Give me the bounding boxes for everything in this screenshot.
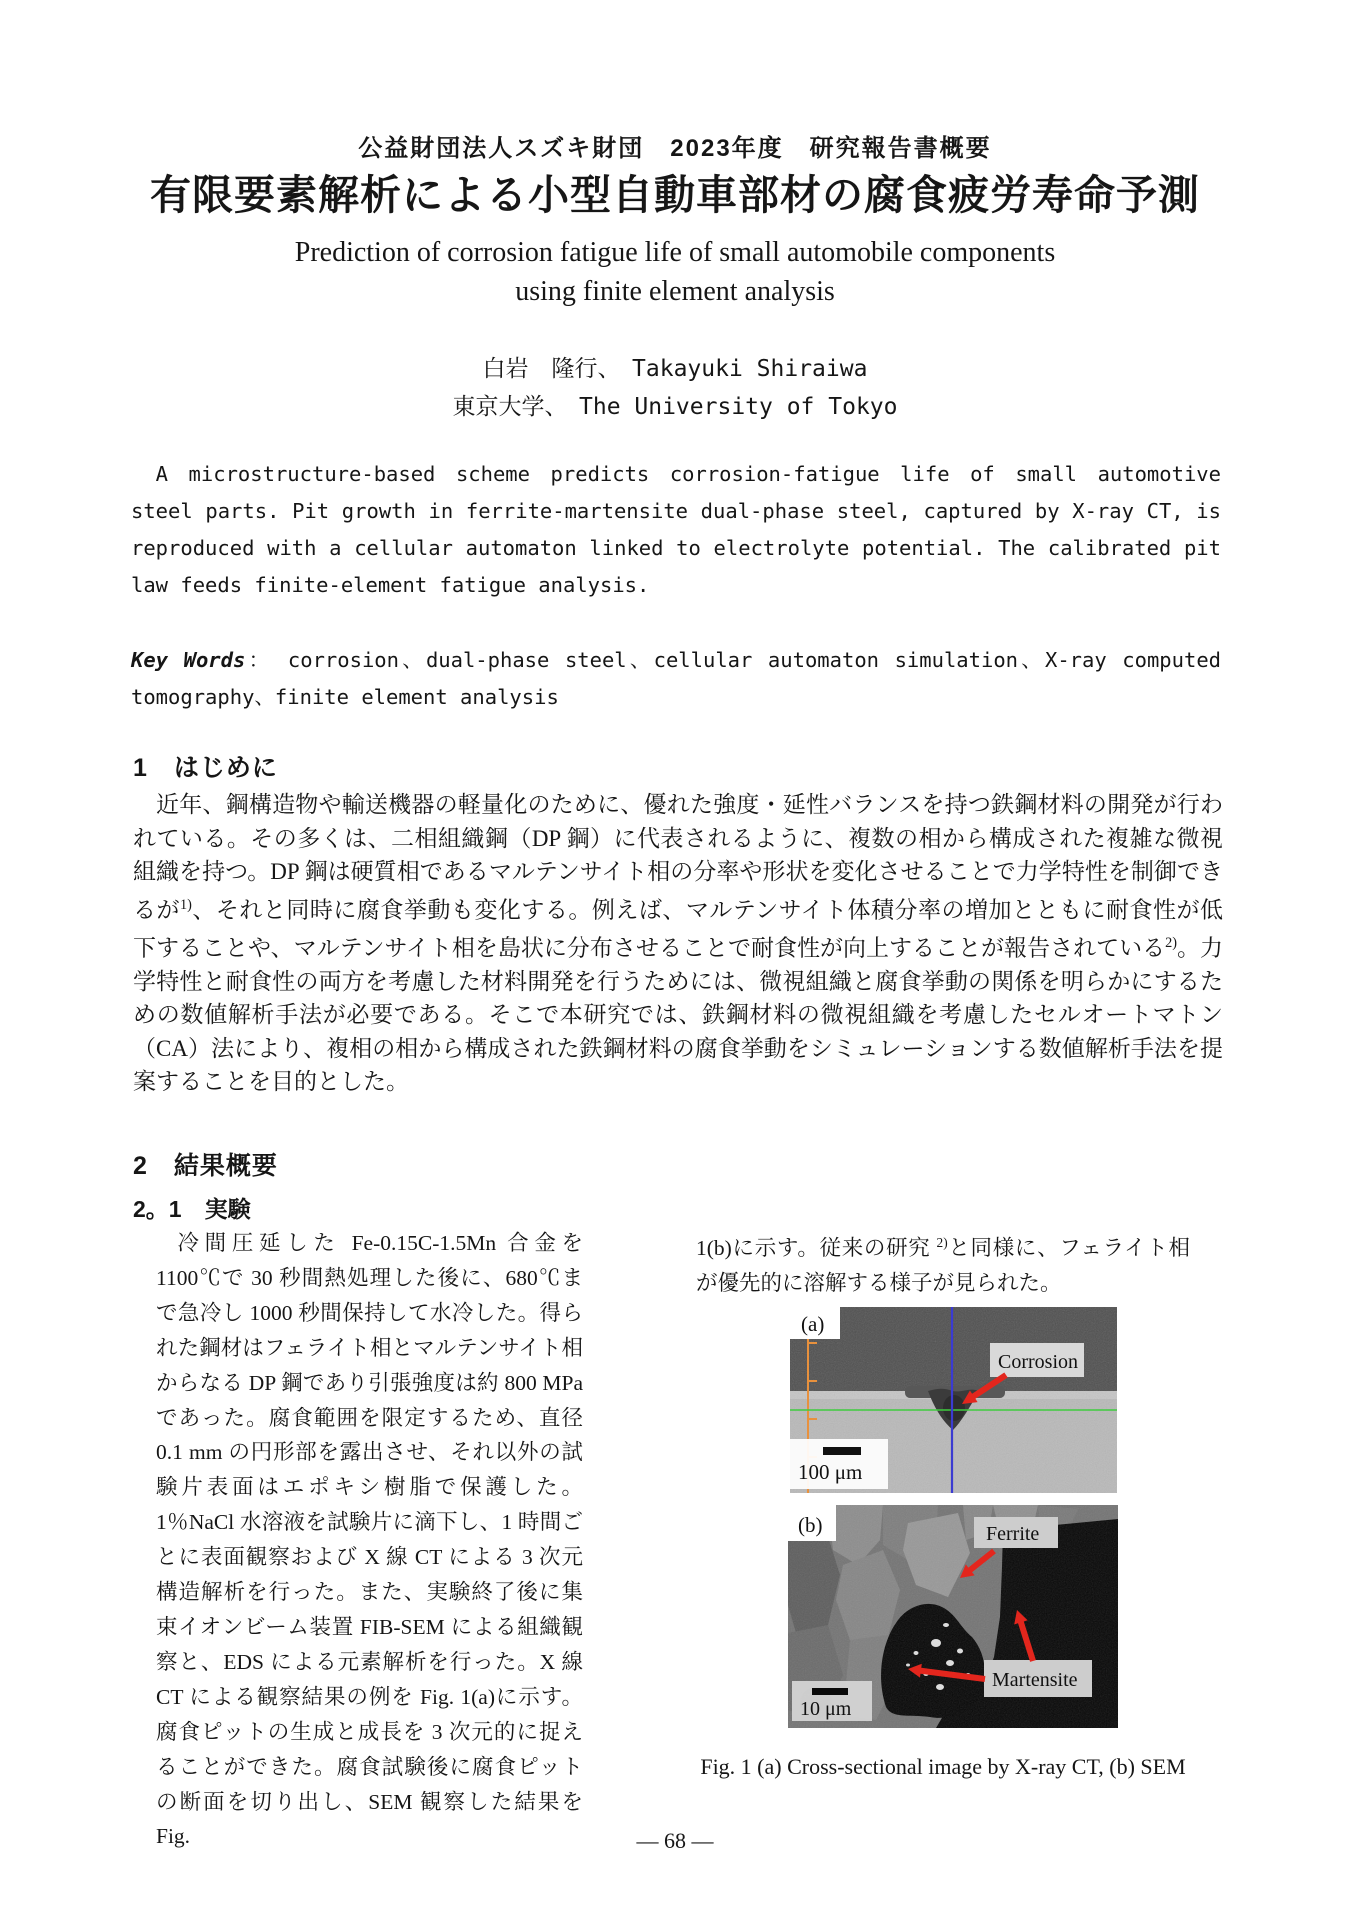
scalebar-b — [812, 1688, 848, 1695]
reference-1-superscript: 1) — [180, 896, 192, 913]
page-number: — 68 — — [636, 1828, 714, 1853]
right-column-text-part2: と同様に、フェライト相が優先的に溶解する様子が見られた。 — [696, 1236, 1190, 1296]
scalebar-a — [823, 1447, 861, 1455]
english-title-line2: using finite element analysis — [515, 276, 835, 307]
experiment-text-left-column: 冷間圧延した Fe-0.15C-1.5Mn 合金を 1100℃で 30 秒間熱処理した後に、680℃まで急冷し 1000 秒間保持して水冷した。得られた鋼材はフェライト相とマルテンサイト相からなる DP 鋼であり引張強度は約 800 MPa であった。腐食範囲を限定するため、直径 0.1 mm の円形部を露出させ、それ以外の試験片表面はエポキシ樹脂で保護した。1％NaCl 水溶液を試験片に滴下し、1 時間ごとに表面観察および X 線 CT による 3 次元構造解析を行った。また、実験終了後に集束イオンビーム装置 FIB-SEM による組織観察と、EDS による元素解析を行った。X 線 CT による観察結果の例を Fig. 1(a)に示す。腐食ピットの生成と成長を 3 次元的に捉えることができた。腐食試験後に腐食ピットの断面を切り出し、SEM 観察した結果を Fig. — [156, 1231, 583, 1849]
figure-1b-sem-image — [788, 1505, 1118, 1728]
english-title-line1: Prediction of corrosion fatigue life of small automobile components — [294, 237, 1056, 268]
two-column-area — [156, 1226, 1190, 1854]
right-column — [696, 1226, 1190, 1854]
section-1-text-part2: 、それと同時に腐食挙動も変化する。例えば、マルテンサイト体積分率の増加とともに耐食性が低下することや、マルテンサイト相を島状に分布させることで耐食性が向上することが報告されている — [133, 897, 1223, 961]
figure-1a-xray-ct-image — [790, 1307, 1117, 1493]
section-2-1-heading: 2。1 実験 — [133, 1196, 251, 1222]
section-1-heading: 1 はじめに — [133, 754, 278, 782]
reference-2-superscript-right: 2) — [936, 1235, 948, 1250]
section-2-heading: 2 結果概要 — [133, 1152, 278, 1180]
author-name: 白岩 隆行、 Takayuki Shiraiwa — [482, 356, 868, 382]
keywords-block — [131, 642, 1221, 716]
keywords-separator: ： — [245, 648, 288, 672]
experiment-text-right-column — [696, 1226, 1190, 1301]
section-1-text-part3: 。力学特性と耐食性の両方を考慮した材料開発を行うためには、微視組織と腐食挙動の関係を明らかにするための数値解析手法が必要である。そこで本研究では、鉄鋼材料の微視組織を考慮したセルオートマトン（CA）法により、複相の相から構成された鉄鋼材料の腐食挙動をシミュレーションする数値解析手法を提案することを目的とした。 — [133, 935, 1223, 1095]
section-1-body — [133, 788, 1223, 1099]
martensite-label: Martensite — [992, 1669, 1078, 1691]
corrosion-label: Corrosion — [998, 1351, 1078, 1373]
reference-2-superscript: 2) — [1165, 934, 1177, 951]
right-column-text-part1: 1(b)に示す。従来の研究 — [696, 1236, 937, 1261]
figure-1-caption: Fig. 1 (a) Cross-sectional image by X-ray CT, (b) SEM — [700, 1754, 1186, 1779]
corrosion-pit-core — [943, 1395, 965, 1421]
panel-label-a: (a) — [801, 1312, 825, 1336]
keywords-label: Key Words — [131, 648, 246, 672]
ferrite-label: Ferrite — [986, 1523, 1040, 1545]
scalebar-label-b: 10 μm — [800, 1698, 852, 1720]
section-1-text-part1: 近年、鋼構造物や輸送機器の軽量化のために、優れた強度・延性バランスを持つ鉄鋼材料の開発が行われている。その多くは、二相組織鋼（DP 鋼）に代表されるように、複数の相から構成された複雑な微視組織を持つ。DP 鋼は硬質相であるマルテンサイト相の分率や形状を変化させることで力学特性を制御できるが — [133, 792, 1223, 923]
report-series-header: 公益財団法人スズキ財団 2023年度 研究報告書概要 — [358, 135, 992, 162]
scalebar-label-a: 100 μm — [798, 1460, 863, 1484]
page-title: 有限要素解析による小型自動車部材の腐食疲労寿命予測 — [150, 172, 1200, 218]
panel-label-b: (b) — [798, 1513, 823, 1537]
keywords-list: corrosion、dual-phase steel、cellular automaton simulation、X-ray computed tomography、finite element analysis — [131, 648, 1222, 709]
abstract-text: A microstructure-based scheme predicts corrosion-fatigue life of small automotive steel parts. Pit growth in ferrite-martensite dual-phase steel, captured by X-ray CT, is reproduced with a cellular automaton linked to electrolyte potential. The calibrated pit law feeds finite-element fatigue analysis. — [131, 462, 1221, 597]
author-affiliation: 東京大学、 The University of Tokyo — [452, 394, 898, 420]
